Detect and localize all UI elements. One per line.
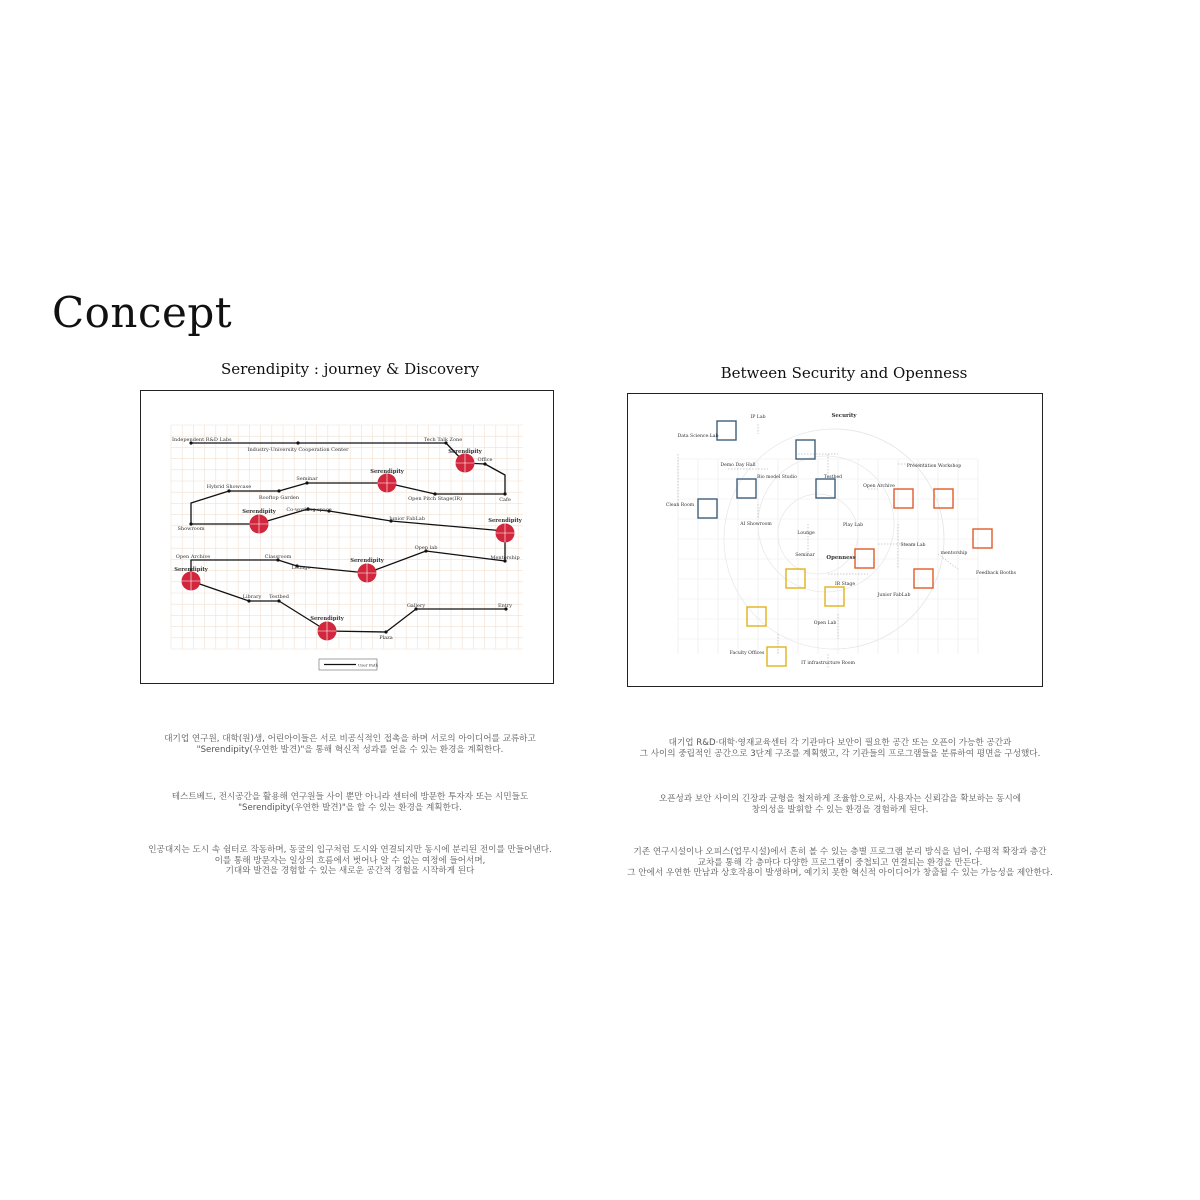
label-seminar: Seminar — [296, 476, 318, 482]
label-juniorfab: Junior FabLab — [389, 516, 425, 522]
label-iplab: IP Lab — [750, 415, 766, 420]
serendipity-journey-diagram — [140, 390, 554, 684]
openness-zone-square — [973, 529, 992, 548]
label-industry: Industry-University Cooperation Center — [247, 447, 349, 453]
right-diagram-title: Between Security and Openness — [720, 364, 968, 382]
serendipity-node — [250, 515, 269, 534]
label-mentorship: Mentorship — [490, 555, 520, 561]
label-plaza: Plaza — [379, 635, 393, 641]
label-serendipity: Serendipity — [370, 469, 404, 475]
serendipity-node — [358, 564, 377, 583]
serendipity-node — [456, 454, 475, 473]
serendipity-node — [318, 622, 337, 641]
label-itinfra: IT infrastructure Room — [801, 661, 855, 666]
label-classroom: Classroom — [264, 554, 292, 560]
neutral-zone-square — [767, 647, 786, 666]
legend-label: User Path — [358, 662, 379, 668]
label-serendipity: Serendipity — [448, 449, 482, 455]
serendipity-node — [378, 474, 397, 493]
left-description-3: 인공대지는 도시 속 쉼터로 작동하며, 동굴의 입구처럼 도시와 연결되지만 동시에 분리된 전이를 만들어낸다. 이를 통해 방문자는 일상의 흐름에서 벗어나 알 수 없는 여정에 들어서며, 기대와 발견을 경험할 수 있는 새로운 공간적 경험을 시작하게 된다 — [148, 845, 552, 876]
label-testbed: Testbed — [269, 594, 289, 600]
label-testbed: Testbed — [823, 475, 843, 480]
label-datasci: Data Science Lab — [677, 434, 719, 439]
security-zone-square — [717, 421, 736, 440]
label-library: Library — [242, 594, 262, 600]
label-demoday: Demo Day Hall — [720, 463, 756, 468]
serendipity-node — [182, 572, 201, 591]
label-serendipity: Serendipity — [310, 616, 344, 622]
label-serendipity: Serendipity — [174, 567, 208, 573]
label-hybrid: Hybrid Showcase — [206, 484, 252, 490]
right-description-3: 기존 연구시설이나 오피스(업무시설)에서 흔히 볼 수 있는 층별 프로그램 분리 방식을 넘어, 수평적 확장과 층간 교차를 통해 각 층마다 다양한 프로그램이 중첩되고 연결되는 환경을 만든다. 그 안에서 우연한 만남과 상호작용이 발생하며, 예기치 못한 혁신적 아이디어가 창출될 수 있는 가능성을 제안한다. — [627, 847, 1053, 878]
label-cafe: Cafe — [499, 497, 511, 503]
label-entry: Entry — [497, 603, 513, 609]
label-seminar: Seminar — [795, 553, 815, 558]
label-independent: Independent R&D Labs — [172, 437, 232, 443]
path-node — [384, 630, 387, 633]
right-description-1: 대기업 R&D·대학·영재교육센터 각 기관마다 보안이 필요한 공간 또는 오픈이 가능한 공간과 그 사이의 중립적인 공간으로 3단계 구조를 계획했고, 각 기관들의 프로그램들을 분류하여 평면을 구성했다. — [639, 738, 1041, 759]
label-serendipity: Serendipity — [350, 558, 384, 564]
serendipity-node — [496, 524, 515, 543]
path-node — [277, 489, 280, 492]
security-openness-map — [628, 394, 1042, 686]
security-zone-square — [816, 479, 835, 498]
path-node — [503, 492, 506, 495]
label-openarchive: Open Archive — [175, 554, 211, 560]
label-mentorship: mentorship — [940, 551, 968, 556]
label-feedback: Feedback Booths — [976, 571, 1016, 576]
label-faculty: Faculty Offices — [729, 651, 765, 656]
label-steamlab: Steam Lab — [900, 543, 926, 548]
openness-zone-square — [894, 489, 913, 508]
label-aishowroom: AI Showroom — [740, 522, 772, 527]
label-rooftop: Rooftop Garden — [258, 495, 300, 501]
label-gallery: Gallery — [406, 603, 426, 609]
label-cowork: Co-working space — [286, 507, 332, 513]
neutral-zone-square — [825, 587, 844, 606]
left-description-1: 대기업 연구원, 대학(원)생, 어린아이들은 서로 비공식적인 접촉을 하며 서로의 아이디어를 교류하고 "Serendipity(우연한 발견)"을 통해 혁신적 성과를 얻을 수 있는 환경을 계획한다. — [164, 734, 536, 755]
label-openarchive: Open Archive — [863, 484, 895, 489]
security-zone-square — [796, 440, 815, 459]
left-description-2: 테스트베드, 전시공간을 활용해 연구원들 사이 뿐만 아니라 센터에 방문한 투자자 또는 시민들도 "Serendipity(우연한 발견)"을 할 수 있는 환경을 계획한다. — [171, 792, 529, 813]
label-openness: Openness — [826, 555, 856, 561]
label-openlab: Open Lab — [813, 621, 837, 626]
label-security: Security — [831, 413, 857, 419]
journey-map — [141, 391, 553, 683]
security-openness-diagram — [627, 393, 1043, 687]
label-playlab: Play Lab — [842, 523, 864, 528]
right-description-2: 오픈성과 보안 사이의 긴장과 균형을 철저하게 조율함으로써, 사용자는 신뢰감을 확보하는 동시에 창의성을 발휘할 수 있는 환경을 경험하게 된다. — [658, 794, 1022, 815]
label-cleanroom: Clean Room — [665, 503, 695, 508]
label-openlab: Open lab — [414, 545, 438, 551]
label-office: Office — [477, 457, 493, 463]
label-techtalk: Tech Talk Zone — [423, 437, 463, 443]
label-biomodel: Bio model Studio — [757, 475, 797, 480]
path-node — [296, 441, 299, 444]
page-title: Concept — [52, 288, 233, 337]
label-serendipity: Serendipity — [242, 509, 276, 515]
label-openpitch: Open Pitch Stage(IR) — [408, 496, 462, 502]
label-presentation: Presentation Workshop — [906, 464, 962, 469]
security-zone-square — [698, 499, 717, 518]
label-lounge: Lounge — [797, 531, 815, 536]
label-lounge: Lounge — [291, 565, 311, 571]
label-showroom: Showroom — [177, 526, 205, 532]
legend — [319, 659, 378, 670]
left-diagram-title: Serendipity : journey & Discovery — [220, 360, 480, 378]
label-juniorfab: Junior FabLab — [877, 593, 911, 598]
openness-zone-square — [934, 489, 953, 508]
label-serendipity: Serendipity — [488, 518, 522, 524]
label-irstage: IR Stage — [834, 582, 856, 587]
openness-zone-square — [914, 569, 933, 588]
